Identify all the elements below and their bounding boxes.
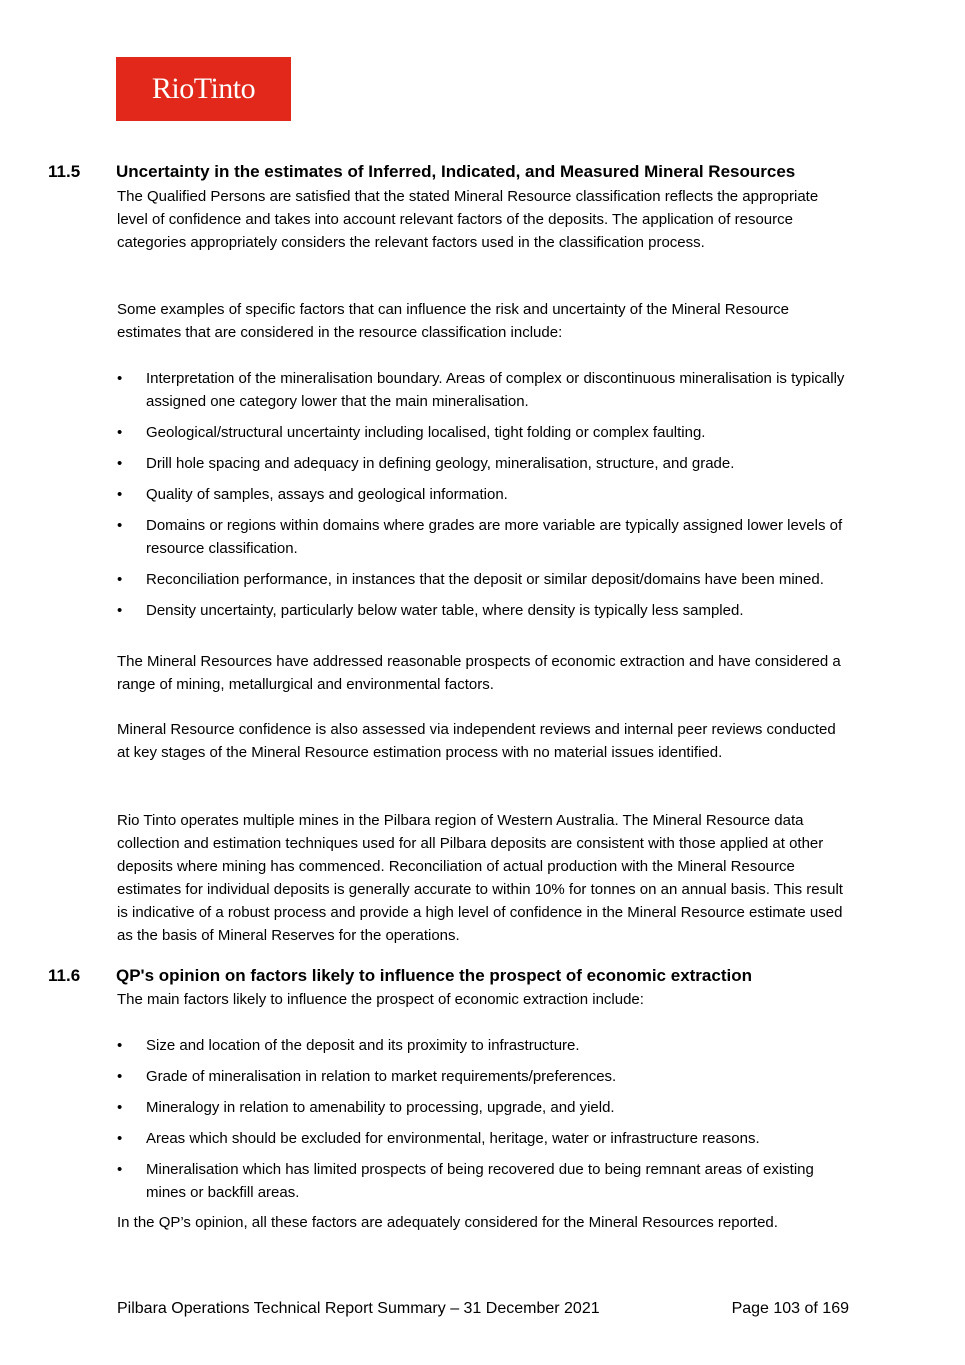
bullet-glyph: • — [117, 1161, 123, 1178]
section-11-5-heading — [48, 161, 795, 183]
list-item-text: Geological/structural uncertainty including localised, tight folding or complex faulting. — [146, 424, 706, 441]
list-item — [117, 1034, 852, 1057]
list-item-text: Size and location of the deposit and its proximity to infrastructure. — [146, 1037, 580, 1054]
list-item — [117, 1096, 852, 1119]
bullet-glyph: • — [117, 571, 123, 588]
list-item — [117, 599, 852, 622]
paragraph: Mineral Resource confidence is also assessed via independent reviews and internal peer reviews conducted at key stages of the Mineral Resource estimation process with no material issues identified. — [117, 721, 836, 761]
bullet-glyph: • — [117, 517, 123, 534]
list-item — [117, 1127, 852, 1150]
list-item-text: Interpretation of the mineralisation boundary. Areas of complex or discontinuous mineralisation is typically assigned one category lower that the main mineralisation. — [146, 370, 845, 410]
bullet-list — [117, 367, 852, 630]
list-item — [117, 421, 852, 444]
paragraph: The Qualified Persons are satisfied that the stated Mineral Resource classification reflects the appropriate level of confidence and takes into account relevant factors of the deposits. The application of resource categories appropriately considers the relevant factors used in the classification process. — [117, 188, 819, 251]
list-item-text: Mineralogy in relation to amenability to processing, upgrade, and yield. — [146, 1099, 615, 1116]
paragraph: The Mineral Resources have addressed reasonable prospects of economic extraction and have considered a range of mining, metallurgical and environmental factors. — [117, 653, 841, 693]
bullet-glyph: • — [117, 1068, 123, 1085]
section-title: Uncertainty in the estimates of Inferred, Indicated, and Measured Mineral Resources — [116, 162, 796, 181]
bullet-glyph: • — [117, 1130, 123, 1147]
bullet-glyph: • — [117, 424, 123, 441]
list-item — [117, 367, 852, 413]
list-item-text: Reconciliation performance, in instances that the deposit or similar deposit/domains have been mined. — [146, 571, 824, 588]
list-item-text: Drill hole spacing and adequacy in defining geology, mineralisation, structure, and grade. — [146, 455, 735, 472]
section-11-6-heading — [48, 965, 752, 987]
list-item-text: Areas which should be excluded for environmental, heritage, water or infrastructure reasons. — [146, 1130, 760, 1147]
bullet-glyph: • — [117, 1099, 123, 1116]
section-title: QP's opinion on factors likely to influence the prospect of economic extraction — [116, 966, 752, 985]
bullet-list — [117, 1034, 852, 1212]
footer-title: Pilbara Operations Technical Report Summary – 31 December 2021 — [117, 1300, 600, 1317]
list-item — [117, 483, 852, 506]
rio-tinto-logo — [116, 57, 291, 121]
bullet-glyph: • — [117, 370, 123, 387]
paragraph: In the QP’s opinion, all these factors are adequately considered for the Mineral Resources reported. — [117, 1214, 778, 1231]
list-item-text: Density uncertainty, particularly below water table, where density is typically less sampled. — [146, 602, 744, 619]
list-item-text: Grade of mineralisation in relation to market requirements/preferences. — [146, 1068, 617, 1085]
list-item — [117, 514, 852, 560]
bullet-glyph: • — [117, 1037, 123, 1054]
list-item-text: Domains or regions within domains where grades are more variable are typically assigned lower levels of resource classification. — [146, 517, 843, 557]
logo-text: RioTinto — [151, 72, 256, 105]
list-item — [117, 1065, 852, 1088]
bullet-glyph: • — [117, 602, 123, 619]
bullet-glyph: • — [117, 486, 123, 503]
page-number: Page 103 of 169 — [731, 1300, 849, 1317]
page-footer — [117, 1298, 849, 1320]
section-number: 11.5 — [48, 162, 81, 181]
list-item — [117, 452, 852, 475]
section-number: 11.6 — [48, 966, 81, 985]
list-item — [117, 1158, 852, 1204]
list-item-text: Quality of samples, assays and geological information. — [146, 486, 508, 503]
bullet-glyph: • — [117, 455, 123, 472]
paragraph: Some examples of specific factors that can influence the risk and uncertainty of the Mineral Resource estimates that are considered in the resource classification include: — [117, 301, 790, 341]
paragraph: Rio Tinto operates multiple mines in the Pilbara region of Western Australia. The Mineral Resource data collection and estimation techniques used for all Pilbara deposits are consistent with those applied at other deposits where mining has commenced. Reconciliation of actual production with the Mineral Resource estimates for individual deposits is generally accurate to within 10% for tonnes on an annual basis. This result is indicative of a robust process and provide a high level of confidence in the Mineral Resource estimate used as the basis of Mineral Reserves for the operations. — [117, 812, 843, 944]
list-item — [117, 568, 852, 591]
paragraph: The main factors likely to influence the prospect of economic extraction include: — [117, 991, 644, 1008]
list-item-text: Mineralisation which has limited prospects of being recovered due to being remnant areas of existing mines or backfill areas. — [146, 1161, 814, 1201]
